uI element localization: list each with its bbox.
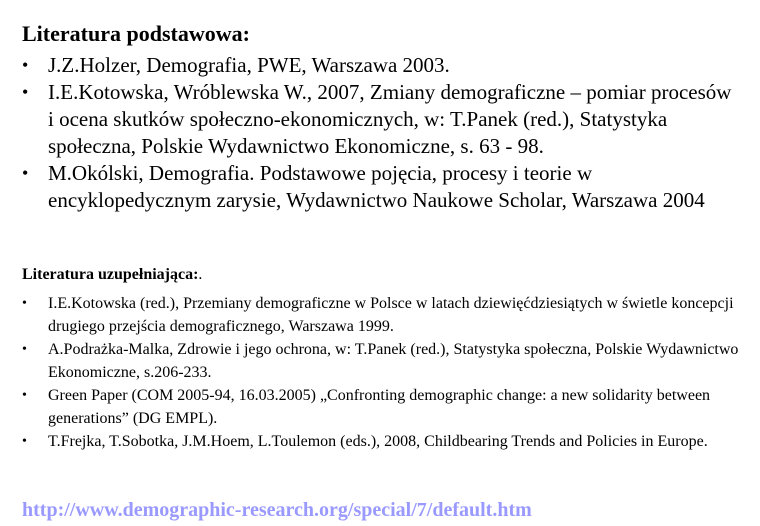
supplementary-heading-suffix: . <box>198 266 203 283</box>
reference-text: T.Frejka, T.Sobotka, J.M.Hoem, L.Toulemon (eds.), 2008, Childbearing Trends and Policies in Europe. <box>48 433 708 450</box>
reference-text: Green Paper (COM 2005-94, 16.03.2005) „Confronting demographic change: a new solidarity between generations” (DG EMPL). <box>48 387 711 427</box>
list-item <box>22 430 742 453</box>
bullet-icon: • <box>22 296 27 311</box>
primary-literature-heading: Literatura podstawowa: <box>22 21 250 46</box>
supplementary-heading-label: Literatura uzupełniająca: <box>22 266 199 283</box>
demographic-research-link[interactable]: http://www.demographic-research.org/special/7/default.htm <box>22 499 532 521</box>
bullet-icon: • <box>22 388 27 403</box>
reference-text: I.E.Kotowska, Wróblewska W., 2007, Zmiany demograficzne – pomiar procesów i ocena skutków społeczno-ekonomicznych, w: T.Panek (red.), Statystyka społeczna, Polskie Wydawnictwo Ekonomiczne, s. 63 - 98. <box>48 80 732 158</box>
bullet-icon: • <box>22 55 29 75</box>
reference-text: M.Okólski, Demografia. Podstawowe pojęcia, procesy i teorie w encyklopedycznym zarysie, Wydawnictwo Naukowe Scholar, Warszawa 2004 <box>48 161 705 212</box>
bullet-icon: • <box>22 82 29 102</box>
list-item <box>22 160 742 214</box>
list-item <box>22 338 742 384</box>
supplementary-literature-list <box>22 292 742 453</box>
reference-text: A.Podrażka-Malka, Zdrowie i jego ochrona, w: T.Panek (red.), Statystyka społeczna, Polskie Wydawnictwo Ekonomiczne, s.206-233. <box>48 341 739 381</box>
list-item <box>22 292 742 338</box>
primary-literature-list <box>22 52 742 214</box>
bullet-icon: • <box>22 434 27 449</box>
list-item <box>22 79 742 160</box>
bullet-icon: • <box>22 163 29 183</box>
supplementary-literature-heading <box>22 264 202 286</box>
bullet-icon: • <box>22 342 27 357</box>
list-item <box>22 384 742 430</box>
list-item <box>22 52 742 79</box>
reference-text: J.Z.Holzer, Demografia, PWE, Warszawa 2003. <box>48 53 450 77</box>
reference-text: I.E.Kotowska (red.), Przemiany demograficzne w Polsce w latach dziewięćdziesiątych w świetle koncepcji drugiego przejścia demograficznego, Warszawa 1999. <box>48 295 734 335</box>
